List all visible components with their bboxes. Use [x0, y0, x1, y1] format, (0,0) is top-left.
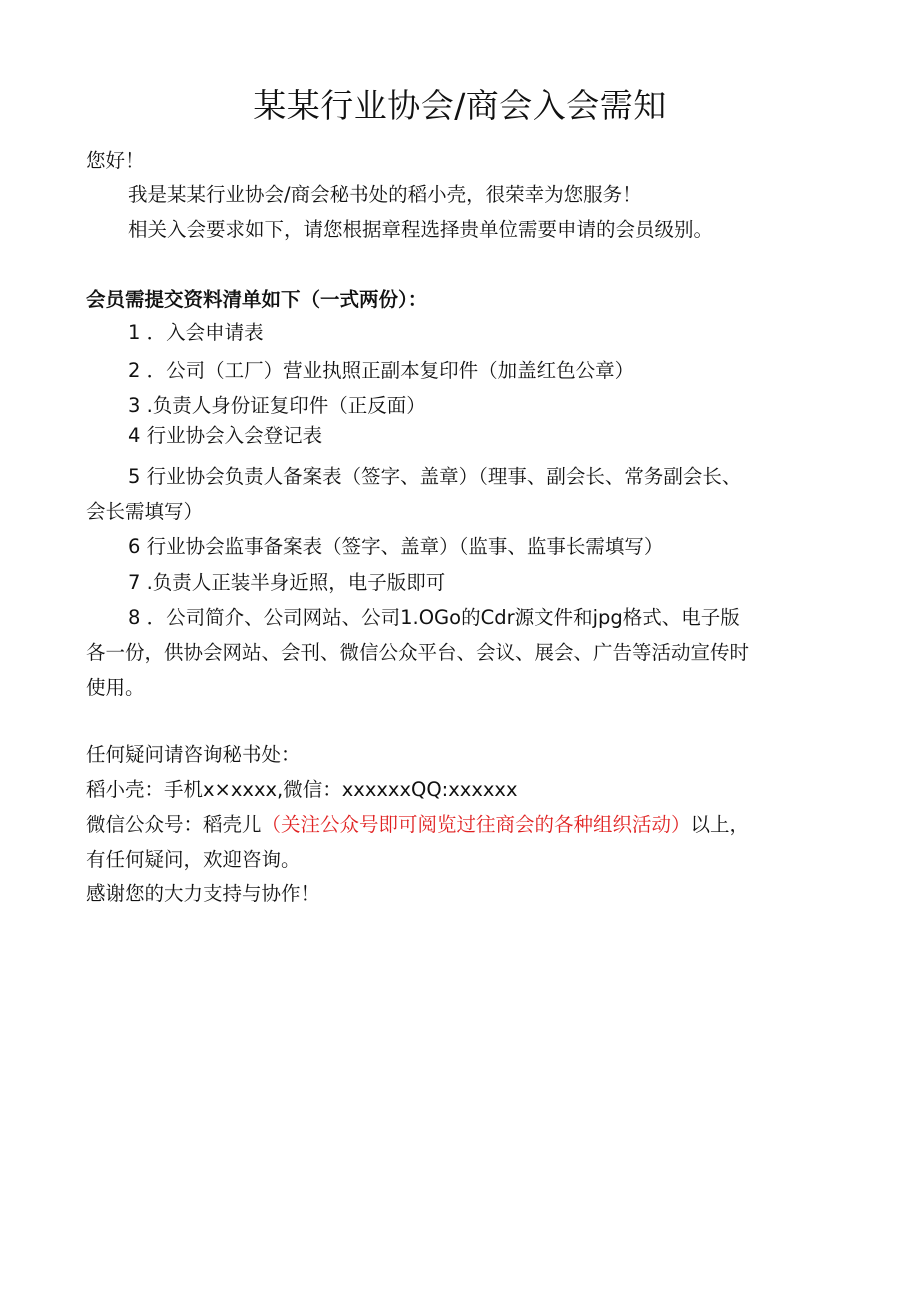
thanks-line: 感谢您的大力支持与协作！	[86, 882, 321, 905]
materials-item: 7 .负责人正装半身近照，电子版即可	[128, 571, 446, 594]
document-title: 某某行业协会/商会入会需知	[253, 86, 667, 125]
materials-item: 5 行业协会负责人备案表（签字、盖章）（理事、副会长、常务副会长、	[128, 465, 742, 488]
materials-item: 2 ．公司（工厂）营业执照正副本复印件（加盖红色公章）	[128, 359, 635, 382]
materials-item: 8 ．公司简介、公司网站、公司1.OGo的Cdr源文件和jpg格式、电子版	[128, 606, 740, 629]
materials-item: 1 ．入会申请表	[128, 321, 264, 344]
intro-line: 相关入会要求如下，请您根据章程选择贵单位需要申请的会员级别。	[128, 218, 714, 241]
greeting: 您好！	[86, 149, 145, 172]
materials-heading: 会员需提交资料清单如下（一式两份）：	[86, 288, 428, 311]
contact-followup: 有任何疑问，欢迎咨询。	[86, 848, 301, 871]
materials-item-continuation: 会长需填写）	[86, 500, 204, 523]
wechat-account-label: 微信公众号：稻壳儿	[86, 813, 262, 836]
materials-item: 3 .负责人身份证复印件（正反面）	[128, 394, 426, 417]
materials-item-continuation: 使用。	[86, 676, 145, 699]
materials-item: 6 行业协会监事备案表（签字、盖章）（监事、监事长需填写）	[128, 535, 664, 558]
materials-item-continuation: 各一份，供协会网站、会刊、微信公众平台、会议、展会、广告等活动宣传时	[86, 641, 750, 664]
intro-line: 我是某某行业协会/商会秘书处的稻小壳，很荣幸为您服务！	[128, 183, 642, 206]
wechat-note: （关注公众号即可阅览过往商会的各种组织活动）	[261, 813, 691, 836]
materials-item: 4 行业协会入会登记表	[128, 424, 323, 447]
contact-heading: 任何疑问请咨询秘书处：	[86, 743, 301, 766]
wechat-line-suffix: 以上，	[690, 813, 750, 836]
contact-phone-line: 稻小壳：手机x×xxxx,微信：xxxxxxQQ:xxxxxx	[86, 778, 518, 801]
contact-wechat-line	[86, 810, 749, 840]
